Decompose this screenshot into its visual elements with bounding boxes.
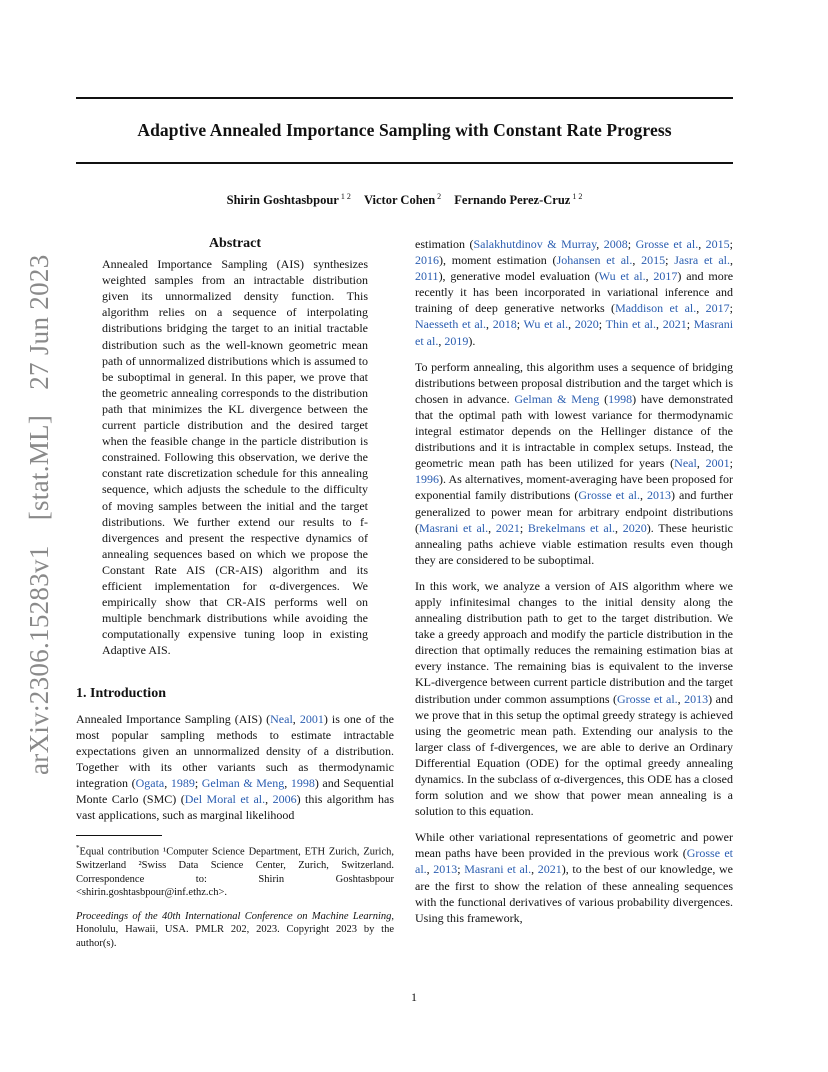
citation-link[interactable]: Brekelmans et al. <box>527 520 616 535</box>
citation-link[interactable]: Wu et al. <box>598 269 646 284</box>
body-paragraph: While other variational representations of geometric and power mean paths have been provided in the previous work (Grosse et al., 2013; Masrani et al., 2021), to the best of our knowledge, we are the first to show the relation of these annealing sequences with the functional derivatives of various probability divergences. Using this framework, <box>415 830 733 925</box>
footnote-proceedings: Proceedings of the 40th International Conference on Machine Learning, Honolulu, Hawaii, USA. PMLR 202, 2023. Copyright 2023 by the author(s). <box>76 910 394 949</box>
citation-link[interactable]: Grosse et al. <box>415 846 733 877</box>
citation-link[interactable]: Neal <box>270 711 293 726</box>
citation-link[interactable]: Gelman & Meng <box>201 775 285 790</box>
author-list <box>76 192 733 208</box>
citation-link[interactable]: Masrani et al. <box>419 520 489 535</box>
arxiv-id: arXiv:2306.15283v1 <box>24 545 54 775</box>
citation-link[interactable]: 2020 <box>574 317 599 332</box>
citation-link[interactable]: 2006 <box>272 792 297 806</box>
citation-link[interactable]: Thin et al. <box>605 317 656 332</box>
author: Fernando Perez-Cruz $^{1 2}$ <box>454 192 583 208</box>
citation-link[interactable]: 2013 <box>433 862 458 877</box>
citation-link[interactable]: 2013 <box>684 691 709 706</box>
citation-link[interactable]: 2021 <box>537 862 562 877</box>
citation-link[interactable]: Johansen et al. <box>556 253 633 268</box>
title-rule-bottom <box>76 162 733 164</box>
citation-link[interactable]: 1998 <box>290 775 315 790</box>
section-heading-introduction: 1. Introduction <box>76 686 166 702</box>
citation-link[interactable]: 2001 <box>705 456 730 471</box>
citation-link[interactable]: Jasra et al. <box>674 253 731 268</box>
footnote-rule <box>76 835 162 836</box>
footnote-affiliations: *Equal contribution ¹Computer Science Department, ETH Zurich, Zurich, Switzerland ²Swiss Data Science Center, Zurich, Switzerland. Correspondence to: Shirin Goshtasbpour <shirin.goshtasbpour@inf.ethz.ch>. <box>76 844 394 899</box>
citation-link[interactable]: 2001 <box>299 711 324 726</box>
citation-link[interactable]: 1998 <box>608 391 633 406</box>
right-column <box>415 236 733 936</box>
abstract-text: Annealed Importance Sampling (AIS) synthesizes weighted samples from an intractable distribution given its unnormalized density function. This algorithm relies on a sequence of interpolating distributions bridging the target to an initial tractable distribution such as the well-known geometric mean path of unnormalized distributions which is assumed to be suboptimal in general. In this paper, we prove that the geometric annealing corresponds to the distribution path that minimizes the KL divergence between the current particle distribution and the desired target when the feasible change in the particle distribution is constrained. Following this observation, we derive the constant rate discretization schedule for this annealing sequence, which adjusts the schedule to the difficulty of moving samples between the initial and the target distributions. We further extend our results to f-divergences and present the respective dynamics of annealing sequences based on which we propose the Constant Rate AIS (CR-AIS) algorithm and its efficient implementation for α-divergences. We empirically show that CR-AIS performs well on multiple benchmark distributions while avoiding the computationally expensive tuning loop in existing Adaptive AIS. <box>102 257 368 658</box>
citation-link[interactable]: Gelman & Meng <box>514 391 600 406</box>
author: Victor Cohen $^2$ <box>363 192 442 208</box>
body-paragraph: estimation (Salakhutdinov & Murray, 2008; Grosse et al., 2015; 2016), moment estimation (Johansen et al., 2015; Jasra et al., 2011), generative model evaluation (Wu et al., 2017) and more recently it has been incorporated in variational inference and training of deep generative networks (Maddison et al., 2017; Naesseth et al., 2018; Wu et al., 2020; Thin et al., 2021; Masrani et al., 2019). <box>415 237 734 348</box>
citation-link[interactable]: 2019 <box>444 333 469 348</box>
citation-link[interactable]: Grosse et al. <box>617 691 678 706</box>
citation-link[interactable]: 2016 <box>415 253 439 268</box>
page-number: 1 <box>411 990 417 1004</box>
abstract-heading: Abstract <box>208 236 262 251</box>
arxiv-stamp <box>24 254 58 775</box>
citation-link[interactable]: Neal <box>674 456 697 471</box>
citation-link[interactable]: Salakhutdinov & Murray <box>473 237 597 251</box>
citation-link[interactable]: Ogata <box>135 775 165 790</box>
citation-link[interactable]: Wu et al. <box>523 317 569 332</box>
citation-link[interactable]: 2017 <box>653 269 678 284</box>
citation-link[interactable]: Masrani et al. <box>415 317 734 348</box>
author: Shirin Goshtasbpour $^{1 2}$ <box>226 192 351 208</box>
citation-link[interactable]: Masrani et al. <box>464 862 532 877</box>
intro-paragraph: Annealed Importance Sampling (AIS) (Neal, 2001) is one of the most popular sampling methods to estimate intractable expectations given an unnormalized density of a distribution. Together with its other variants such as thermodynamic integration (Ogata, 1989; Gelman & Meng, 1998) and Sequential Monte Carlo (SMC) (Del Moral et al., 2006) this algorithm has vast applications, such as marginal likelihood <box>76 711 394 823</box>
citation-link[interactable]: 2017 <box>705 301 730 316</box>
citation-link[interactable]: 2020 <box>622 520 647 535</box>
citation-link[interactable]: 2018 <box>492 317 517 332</box>
citation-link[interactable]: Del Moral et al. <box>184 792 266 806</box>
arxiv-category: [stat.ML] <box>24 414 54 521</box>
citation-link[interactable]: 2008 <box>603 237 628 251</box>
body-paragraph: To perform annealing, this algorithm uses a sequence of bridging distributions between proposal distribution and the target which is chosen in advance. Gelman & Meng (1998) have demonstrated that the optimal path with lowest variance for thermodynamic integral estimator depends on the Hellinger distance of the distributions and it is intractable in complex setups. Instead, the geometric mean path has been utilized for years (Neal, 2001; 1996). As alternatives, moment-averaging have been proposed for exponential family distributions (Grosse et al., 2013) and further generalized to power mean for arbitrary endpoint distributions (Masrani et al., 2021; Brekelmans et al., 2020). These heuristic annealing paths achieve viable estimation results even though they are considered to be suboptimal. <box>415 359 733 567</box>
citation-link[interactable]: Maddison et al. <box>615 301 697 316</box>
citation-link[interactable]: Grosse et al. <box>578 488 640 503</box>
citation-link[interactable]: 1989 <box>170 775 195 790</box>
arxiv-date: 27 Jun 2023 <box>24 254 54 390</box>
citation-link[interactable]: 2021 <box>662 317 687 332</box>
citation-link[interactable]: 1996 <box>415 472 439 487</box>
citation-link[interactable]: Naesseth et al. <box>415 317 487 332</box>
citation-link[interactable]: 2015 <box>705 237 730 251</box>
citation-link[interactable]: 2011 <box>415 269 439 284</box>
citation-link[interactable]: 2021 <box>495 520 520 535</box>
body-paragraph: In this work, we analyze a version of AIS algorithm where we apply infinitesimal changes to the initial density along the annealing distribution path to get to the target distribution. We take a greedy approach and modify the particle distribution in the direction that optimally reduces the remaining estimation bias at every instance. The remaining bias is equivalent to the inverse KL-divergence between current particle distribution and the target distribution under common assumptions (Grosse et al., 2013) and we prove that in this setup the optimal greedy strategy is achieved using the geometric mean path. Extending our analysis to the larger class of f-divergences, we are able to derive an Ordinary Differential Equation (ODE) for the optimal greedy annealing dynamics. In the subclass of α-divergences, this ODE has a closed form solution and we show that power mean annealing is a solution to this equation. <box>415 578 733 819</box>
citation-link[interactable]: 2013 <box>647 488 672 503</box>
citation-link[interactable]: Grosse et al. <box>635 237 699 251</box>
left-column <box>76 236 394 960</box>
footnote <box>76 842 394 950</box>
citation-link[interactable]: 2015 <box>641 253 666 268</box>
title-rule-top <box>76 97 733 99</box>
paper-title: Adaptive Annealed Importance Sampling with Constant Rate Progress <box>137 120 672 140</box>
